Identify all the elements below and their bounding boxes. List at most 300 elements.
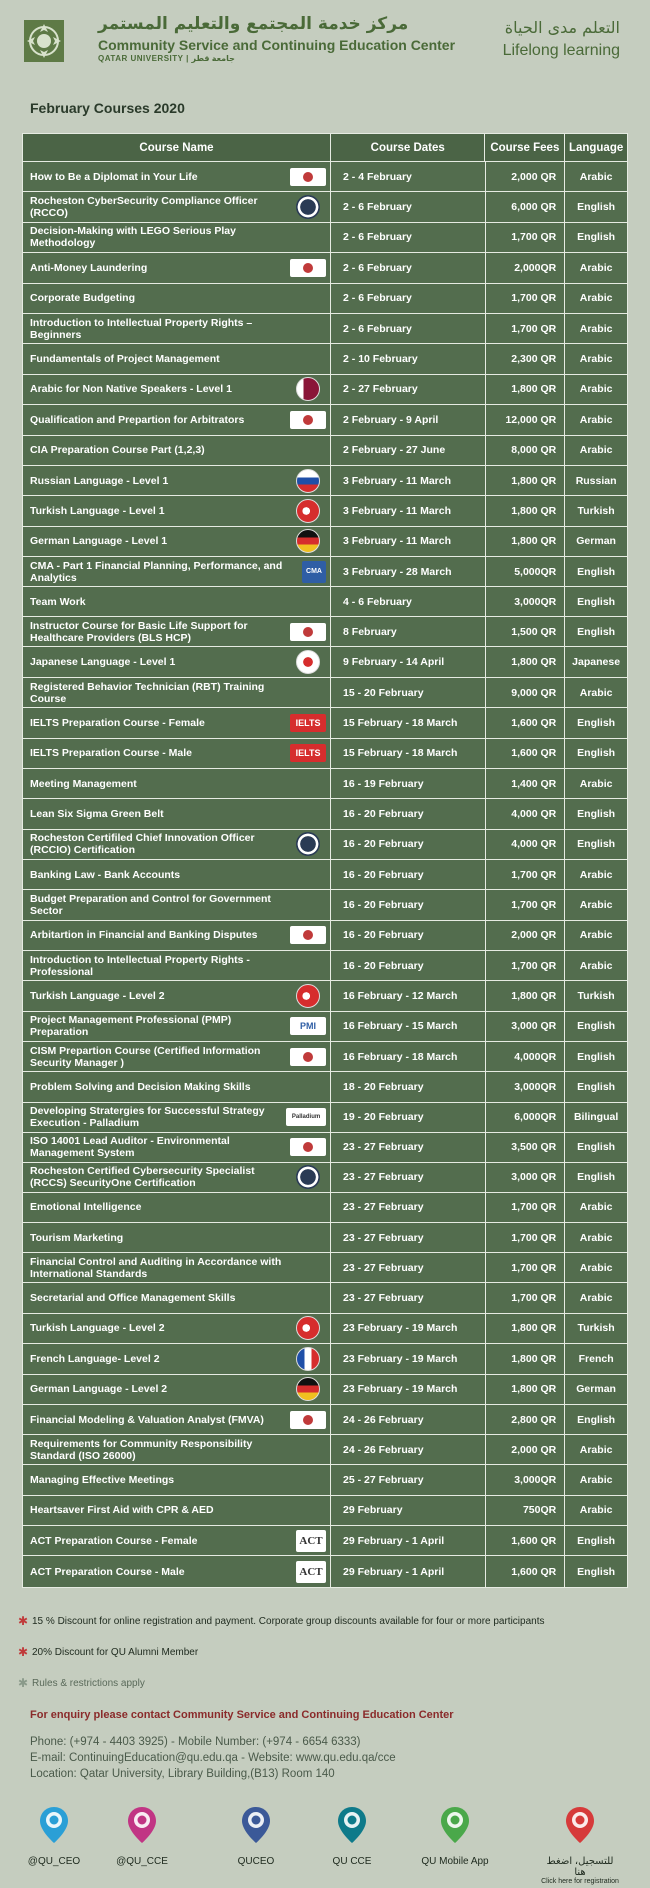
table-row xyxy=(23,284,627,314)
table-row xyxy=(23,1435,627,1465)
course-name-cell xyxy=(23,1133,331,1162)
course-dates-text: 16 - 20 February xyxy=(343,868,424,881)
course-name-text: ISO 14001 Lead Auditor - Environmental Management System xyxy=(30,1135,230,1160)
course-fee-cell xyxy=(486,1496,566,1525)
social-label: QUCEO xyxy=(237,1856,275,1867)
course-fee-cell xyxy=(486,1042,566,1071)
course-language-text: English xyxy=(577,595,616,608)
social-label: @QU_CEO xyxy=(27,1856,81,1867)
course-language-text: Arabic xyxy=(579,170,613,183)
course-dates-cell xyxy=(331,769,485,798)
course-name-text: Heartsaver First Aid with CPR & AED xyxy=(30,1504,214,1517)
course-fee-text: 750QR xyxy=(522,1504,557,1517)
social-link-instagram[interactable] xyxy=(102,1805,182,1867)
course-language-text: English xyxy=(577,1020,616,1033)
course-fee-cell xyxy=(486,860,566,889)
course-dates-cell xyxy=(331,1405,485,1434)
course-name-text: CIA Preparation Course Part (1,2,3) xyxy=(30,444,205,457)
course-dates-cell xyxy=(331,1253,485,1282)
table-row xyxy=(23,1163,627,1193)
course-name-cell xyxy=(23,1253,331,1282)
course-name-cell xyxy=(23,921,331,950)
course-fee-cell xyxy=(486,981,566,1010)
contact-email: E-mail: ContinuingEducation@qu.edu.qa - Website: www.qu.edu.qa/cce xyxy=(30,1752,396,1764)
course-fee-cell xyxy=(486,1133,566,1162)
contact-phone: Phone: (+974 - 4403 3925) - Mobile Number: (+974 - 6654 6333) xyxy=(30,1736,361,1748)
course-fee-cell xyxy=(486,1375,566,1404)
pmi-logo-icon: PMI xyxy=(290,1017,326,1035)
course-language-text: Arabic xyxy=(579,929,613,942)
course-language-cell xyxy=(565,1012,627,1041)
course-language-text: Turkish xyxy=(577,504,615,517)
course-language-text: English xyxy=(577,1080,616,1093)
course-fee-text: 2,000 QR xyxy=(511,929,557,942)
course-name-text: Developing Stratergies for Successful Strategy Execution - Palladium xyxy=(30,1105,265,1130)
course-name-cell xyxy=(23,192,331,221)
course-name-text: IELTS Preparation Course - Female xyxy=(30,716,205,729)
partner-logo-icon xyxy=(290,926,326,944)
course-language-text: English xyxy=(577,625,616,638)
course-fee-text: 4,000 QR xyxy=(511,838,557,851)
course-fee-cell xyxy=(486,799,566,828)
course-language-cell xyxy=(565,557,627,586)
tagline-arabic: التعلم مدى الحياة xyxy=(504,18,620,37)
course-dates-cell xyxy=(331,587,485,616)
course-name-text: Project Management Professional (PMP) Preparation xyxy=(30,1014,232,1039)
course-dates-cell xyxy=(331,951,485,980)
course-dates-text: 4 - 6 February xyxy=(343,595,412,608)
course-name-cell xyxy=(23,1042,331,1071)
course-fee-text: 1,600 QR xyxy=(511,1565,557,1578)
course-name-cell xyxy=(23,1344,331,1373)
logo-mark-icon xyxy=(303,1052,313,1062)
course-name-text: Budget Preparation and Control for Government Sector xyxy=(30,892,271,917)
course-dates-text: 8 February xyxy=(343,625,397,638)
course-dates-text: 15 February - 18 March xyxy=(343,716,458,729)
logo-mark-icon xyxy=(303,1415,313,1425)
course-dates-cell xyxy=(331,860,485,889)
partner-logo-icon xyxy=(290,259,326,277)
course-language-cell xyxy=(565,1253,627,1282)
ielts-logo-icon: IELTS xyxy=(290,744,326,762)
course-dates-cell xyxy=(331,496,485,525)
course-name-cell xyxy=(23,436,331,465)
course-dates-cell xyxy=(331,1193,485,1222)
act-logo-icon: ACT xyxy=(296,1530,326,1552)
course-language-cell xyxy=(565,375,627,404)
course-language-cell xyxy=(565,1405,627,1434)
course-name-cell xyxy=(23,860,331,889)
course-fee-cell xyxy=(486,344,566,373)
course-dates-cell xyxy=(331,284,485,313)
course-fee-text: 4,000 QR xyxy=(511,808,557,821)
course-fee-text: 1,800 QR xyxy=(511,504,557,517)
course-name-text: Arbitartion in Financial and Banking Disputes xyxy=(30,929,258,942)
course-dates-cell xyxy=(331,1042,485,1071)
course-dates-cell xyxy=(331,1556,485,1586)
course-name-cell xyxy=(23,496,331,525)
course-name-cell xyxy=(23,708,331,737)
table-row xyxy=(23,1283,627,1313)
course-language-text: Arabic xyxy=(579,261,613,274)
course-language-cell xyxy=(565,405,627,434)
course-name-cell xyxy=(23,1465,331,1494)
table-row xyxy=(23,1405,627,1435)
course-fee-text: 1,800 QR xyxy=(511,1352,557,1365)
course-dates-cell xyxy=(331,1435,485,1464)
table-row xyxy=(23,1496,627,1526)
note-item xyxy=(18,1614,628,1628)
star-icon: ✱ xyxy=(18,1614,29,1628)
course-fee-text: 3,000QR xyxy=(514,595,557,608)
table-row xyxy=(23,1465,627,1495)
course-dates-text: 23 February - 19 March xyxy=(343,1322,458,1335)
course-language-cell xyxy=(565,921,627,950)
course-fee-cell xyxy=(486,1012,566,1041)
note-item xyxy=(18,1676,628,1690)
table-row xyxy=(23,678,627,708)
course-language-text: Turkish xyxy=(577,990,615,1003)
course-language-text: English xyxy=(577,747,616,760)
course-dates-text: 23 February - 19 March xyxy=(343,1352,458,1365)
course-language-text: English xyxy=(577,1171,616,1184)
table-header-row xyxy=(23,134,627,162)
course-dates-text: 2 - 27 February xyxy=(343,383,418,396)
course-name-text: CISM Prepartion Course (Certified Information Security Manager ) xyxy=(30,1044,261,1069)
course-language-text: Arabic xyxy=(579,322,613,335)
course-name-text: French Language- Level 2 xyxy=(30,1352,160,1365)
table-row xyxy=(23,527,627,557)
course-fee-text: 1,600 QR xyxy=(511,716,557,729)
social-link-linkedin[interactable] xyxy=(312,1805,392,1867)
register-icon xyxy=(564,1805,596,1845)
course-name-cell xyxy=(23,284,331,313)
course-fee-text: 2,300 QR xyxy=(511,353,557,366)
course-fee-text: 5,000QR xyxy=(514,565,557,578)
table-row xyxy=(23,314,627,344)
course-dates-text: 2 - 10 February xyxy=(343,353,418,366)
course-dates-text: 16 - 19 February xyxy=(343,777,424,790)
course-name-text: Instructor Course for Basic Life Support for Healthcare Providers (BLS HCP) xyxy=(30,619,248,644)
header xyxy=(0,0,650,80)
logo-mark-icon xyxy=(303,415,313,425)
logo-mark-icon xyxy=(303,930,313,940)
course-fee-cell xyxy=(486,436,566,465)
course-fee-text: 1,700 QR xyxy=(511,1261,557,1274)
social-link-app[interactable] xyxy=(415,1805,495,1867)
course-language-cell xyxy=(565,192,627,221)
course-language-text: English xyxy=(577,565,616,578)
table-row xyxy=(23,799,627,829)
course-dates-cell xyxy=(331,647,485,676)
course-language-cell xyxy=(565,617,627,646)
social-link-register[interactable] xyxy=(540,1805,620,1885)
course-fee-text: 1,700 QR xyxy=(511,292,557,305)
course-name-cell xyxy=(23,1193,331,1222)
table-row xyxy=(23,1526,627,1556)
course-dates-cell xyxy=(331,557,485,586)
course-fee-cell xyxy=(486,1103,566,1132)
course-fee-cell xyxy=(486,1465,566,1494)
course-dates-text: 16 - 20 February xyxy=(343,929,424,942)
course-dates-text: 29 February - 1 April xyxy=(343,1534,445,1547)
partner-logo-icon xyxy=(290,1411,326,1429)
course-fee-text: 1,800 QR xyxy=(511,656,557,669)
course-language-text: Arabic xyxy=(579,1201,613,1214)
course-name-text: Japanese Language - Level 1 xyxy=(30,656,176,669)
course-fee-text: 1,800 QR xyxy=(511,383,557,396)
course-language-text: Arabic xyxy=(579,1504,613,1517)
course-name-cell xyxy=(23,1012,331,1041)
table-row xyxy=(23,1103,627,1133)
course-dates-cell xyxy=(331,1223,485,1252)
course-name-text: Problem Solving and Decision Making Skills xyxy=(30,1080,251,1093)
course-name-cell xyxy=(23,1163,331,1192)
course-name-text: Introduction to Intellectual Property Rights - Professional xyxy=(30,953,250,978)
course-language-cell xyxy=(565,830,627,859)
course-fee-text: 1,800 QR xyxy=(511,1383,557,1396)
act-logo-icon: ACT xyxy=(296,1561,326,1583)
university-name: QATAR UNIVERSITY | جامعة قطر xyxy=(98,54,235,63)
note-text: Rules & restrictions apply xyxy=(32,1677,145,1689)
course-fee-cell xyxy=(486,1314,566,1343)
course-language-cell xyxy=(565,1223,627,1252)
course-language-text: Arabic xyxy=(579,353,613,366)
course-language-text: Turkish xyxy=(577,1322,615,1335)
course-language-text: Arabic xyxy=(579,1261,613,1274)
seal-icon xyxy=(296,1165,320,1189)
course-language-cell xyxy=(565,1496,627,1525)
course-name-cell xyxy=(23,1283,331,1312)
social-label: @QU_CCE xyxy=(116,1856,168,1867)
partner-logo-icon xyxy=(290,623,326,641)
course-dates-cell xyxy=(331,344,485,373)
star-icon: ✱ xyxy=(18,1645,29,1659)
course-fee-text: 1,700 QR xyxy=(511,1292,557,1305)
course-dates-cell xyxy=(331,405,485,434)
course-name-text: Rocheston CyberSecurity Compliance Officer (RCCO) xyxy=(30,195,258,220)
course-dates-text: 23 - 27 February xyxy=(343,1292,424,1305)
course-name-text: Financial Modeling & Valuation Analyst (FMVA) xyxy=(30,1413,264,1426)
course-language-text: English xyxy=(577,716,616,729)
course-language-cell xyxy=(565,587,627,616)
table-row xyxy=(23,890,627,920)
course-dates-text: 16 - 20 February xyxy=(343,838,424,851)
course-name-cell xyxy=(23,405,331,434)
course-fee-cell xyxy=(486,769,566,798)
table-row xyxy=(23,557,627,587)
table-row xyxy=(23,162,627,192)
course-name-text: Rocheston Certifiled Chief Innovation Officer (RCCIO) Certification xyxy=(30,832,255,857)
table-row xyxy=(23,223,627,253)
course-language-cell xyxy=(565,708,627,737)
course-dates-cell xyxy=(331,1526,485,1555)
course-name-cell xyxy=(23,314,331,343)
center-name-arabic: مركز خدمة المجتمع والتعليم المستمر xyxy=(98,14,409,34)
social-link-facebook[interactable] xyxy=(216,1805,296,1867)
course-dates-cell xyxy=(331,466,485,495)
course-name-cell xyxy=(23,527,331,556)
course-fee-cell xyxy=(486,1526,566,1555)
tagline-english: Lifelong learning xyxy=(502,42,620,59)
course-dates-text: 23 - 27 February xyxy=(343,1141,424,1154)
course-fee-cell xyxy=(486,314,566,343)
course-name-cell xyxy=(23,1526,331,1555)
course-language-cell xyxy=(565,223,627,252)
course-fee-cell xyxy=(486,1556,566,1586)
table-row xyxy=(23,951,627,981)
course-dates-text: 29 February - 1 April xyxy=(343,1565,445,1578)
flag-tr-icon xyxy=(296,499,320,523)
course-fee-text: 3,000 QR xyxy=(511,1020,557,1033)
course-dates-cell xyxy=(331,921,485,950)
course-name-cell xyxy=(23,1435,331,1464)
course-fee-text: 3,500 QR xyxy=(511,1141,557,1154)
social-link-twitter[interactable] xyxy=(14,1805,94,1867)
course-language-text: English xyxy=(577,808,616,821)
table-row xyxy=(23,921,627,951)
table-row xyxy=(23,192,627,222)
course-language-text: English xyxy=(577,1141,616,1154)
course-fee-cell xyxy=(486,557,566,586)
course-fee-text: 1,700 QR xyxy=(511,959,557,972)
table-row xyxy=(23,1556,627,1586)
course-name-text: Russian Language - Level 1 xyxy=(30,474,169,487)
course-dates-cell xyxy=(331,1314,485,1343)
course-dates-cell xyxy=(331,739,485,768)
course-dates-text: 2 - 6 February xyxy=(343,231,412,244)
course-fee-text: 4,000QR xyxy=(514,1050,557,1063)
course-language-cell xyxy=(565,162,627,191)
course-dates-cell xyxy=(331,678,485,707)
course-language-cell xyxy=(565,1283,627,1312)
twitter-icon xyxy=(38,1805,70,1845)
table-row xyxy=(23,587,627,617)
course-language-cell xyxy=(565,436,627,465)
course-dates-text: 2 February - 27 June xyxy=(343,444,446,457)
course-fee-text: 1,800 QR xyxy=(511,535,557,548)
course-dates-cell xyxy=(331,617,485,646)
course-fee-cell xyxy=(486,1253,566,1282)
course-language-cell xyxy=(565,466,627,495)
course-language-text: Arabic xyxy=(579,292,613,305)
course-dates-text: 16 February - 15 March xyxy=(343,1020,458,1033)
course-fee-cell xyxy=(486,1163,566,1192)
course-dates-text: 16 - 20 February xyxy=(343,898,424,911)
header-course-fees: Course Fees xyxy=(485,134,565,161)
course-name-cell xyxy=(23,678,331,707)
course-language-text: Russian xyxy=(575,474,617,487)
course-name-cell xyxy=(23,830,331,859)
course-language-text: German xyxy=(576,535,616,548)
course-fee-cell xyxy=(486,1283,566,1312)
course-language-text: Arabic xyxy=(579,686,613,699)
course-language-cell xyxy=(565,314,627,343)
notes xyxy=(18,1614,628,1707)
table-row xyxy=(23,708,627,738)
partner-logo-icon xyxy=(290,1138,326,1156)
course-name-text: CMA - Part 1 Financial Planning, Performance, and Analytics xyxy=(30,559,283,584)
course-language-cell xyxy=(565,981,627,1010)
table-row xyxy=(23,1344,627,1374)
course-language-cell xyxy=(565,951,627,980)
course-language-cell xyxy=(565,253,627,282)
course-name-text: How to Be a Diplomat in Your Life xyxy=(30,170,198,183)
social-label: QU CCE xyxy=(332,1856,372,1867)
course-fee-cell xyxy=(486,921,566,950)
table-row xyxy=(23,344,627,374)
course-fee-text: 1,800 QR xyxy=(511,990,557,1003)
course-fee-cell xyxy=(486,951,566,980)
course-fee-text: 12,000 QR xyxy=(505,413,557,426)
course-dates-text: 23 - 27 February xyxy=(343,1231,424,1244)
course-language-cell xyxy=(565,1072,627,1101)
course-fee-text: 1,700 QR xyxy=(511,1231,557,1244)
course-language-text: Arabic xyxy=(579,868,613,881)
course-language-text: English xyxy=(577,201,616,214)
course-language-text: Arabic xyxy=(579,383,613,396)
course-dates-cell xyxy=(331,314,485,343)
course-name-cell xyxy=(23,223,331,252)
partner-logo-icon xyxy=(290,1048,326,1066)
note-text: 15 % Discount for online registration and payment. Corporate group discounts available for four or more participants xyxy=(32,1615,545,1627)
flag-qa-icon xyxy=(296,377,320,401)
course-name-cell xyxy=(23,890,331,919)
course-name-text: IELTS Preparation Course - Male xyxy=(30,747,193,760)
course-name-text: Arabic for Non Native Speakers - Level 1 xyxy=(30,383,232,396)
course-dates-text: 15 February - 18 March xyxy=(343,747,458,760)
course-fee-text: 1,600 QR xyxy=(511,1534,557,1547)
course-fee-text: 1,600 QR xyxy=(511,747,557,760)
course-language-cell xyxy=(565,1163,627,1192)
course-dates-text: 19 - 20 February xyxy=(343,1111,424,1124)
course-name-cell xyxy=(23,1375,331,1404)
table-row xyxy=(23,981,627,1011)
course-name-text: Turkish Language - Level 1 xyxy=(30,504,165,517)
table-row xyxy=(23,617,627,647)
course-dates-cell xyxy=(331,981,485,1010)
course-dates-cell xyxy=(331,890,485,919)
course-name-cell xyxy=(23,799,331,828)
course-name-text: Team Work xyxy=(30,595,86,608)
course-dates-cell xyxy=(331,1163,485,1192)
course-language-text: Arabic xyxy=(579,959,613,972)
course-language-cell xyxy=(565,1556,627,1586)
course-dates-cell xyxy=(331,1103,485,1132)
page-title: February Courses 2020 xyxy=(30,100,185,116)
course-fee-cell xyxy=(486,1223,566,1252)
course-name-cell xyxy=(23,617,331,646)
header-language: Language xyxy=(568,141,624,154)
seal-icon xyxy=(296,832,320,856)
course-name-text: Introduction to Intellectual Property Rights – Beginners xyxy=(30,316,253,341)
course-fee-cell xyxy=(486,587,566,616)
course-language-text: English xyxy=(577,1050,616,1063)
courses-table xyxy=(22,133,628,1588)
course-dates-cell xyxy=(331,375,485,404)
course-dates-cell xyxy=(331,1133,485,1162)
course-language-cell xyxy=(565,1193,627,1222)
course-fee-cell xyxy=(486,496,566,525)
course-language-cell xyxy=(565,344,627,373)
course-name-text: Financial Control and Auditing in Accordance with International Standards xyxy=(30,1255,282,1280)
note-text: 20% Discount for QU Alumni Member xyxy=(32,1646,199,1658)
course-name-cell xyxy=(23,375,331,404)
course-language-cell xyxy=(565,1344,627,1373)
course-dates-text: 3 February - 11 March xyxy=(343,535,451,548)
course-dates-cell xyxy=(331,192,485,221)
course-language-text: English xyxy=(577,231,616,244)
